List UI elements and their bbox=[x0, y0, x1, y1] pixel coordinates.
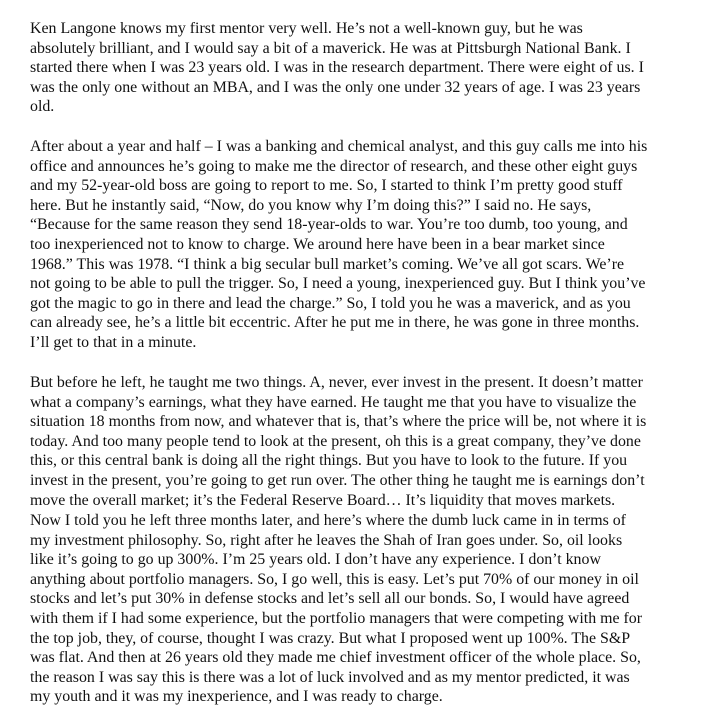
paragraph-1 bbox=[30, 19, 675, 117]
text-line: absolutely brilliant, and I would say a bit of a maverick. He was at Pittsburgh National Bank. I bbox=[30, 39, 631, 57]
text-line: I’ll get to that in a minute. bbox=[30, 333, 197, 351]
text-line: was flat. And then at 26 years old they made me chief investment officer of the whole place. So, bbox=[30, 649, 641, 667]
text-line: invest in the present, you’re going to get run over. The other thing he taught me is earnings don’t bbox=[30, 471, 645, 489]
text-line: old. bbox=[30, 98, 55, 116]
text-line: started there when I was 23 years old. I was in the research department. There were eight of us. I bbox=[30, 59, 644, 77]
text-line: After about a year and half – I was a banking and chemical analyst, and this guy calls me into his bbox=[30, 138, 648, 155]
text-line: was the only one without an MBA, and I was the only one under 32 years of age. I was 23 years bbox=[30, 78, 641, 96]
text-line: can already see, he’s a little bit eccentric. After he put me in there, he was gone in three months. bbox=[30, 314, 640, 332]
paragraph-4 bbox=[30, 511, 675, 707]
text-line: this, or this central bank is doing all the right things. But you have to look to the future. If you bbox=[30, 452, 628, 470]
text-line: what a company’s earnings, what they have earned. He taught me that you have to visualize the bbox=[30, 393, 637, 411]
text-line: move the overall market; it’s the Federal Reserve Board… It’s liquidity that moves markets. bbox=[30, 491, 616, 509]
text-line: the reason I was say this is there was a lot of luck involved and as my mentor predicted, it was bbox=[30, 668, 630, 686]
paragraph-2 bbox=[30, 137, 675, 353]
text-line: today. And too many people tend to look at the present, oh this is a great company, they’ve done bbox=[30, 432, 641, 450]
text-line: stocks and let’s put 30% in defense stocks and let’s sell all our bonds. So, I would have agreed bbox=[30, 590, 630, 608]
text-line: “Because for the same reason they send 18-year-olds to war. You’re too dumb, too young, and bbox=[30, 216, 628, 234]
text-line: not going to be able to pull the trigger. So, I need a young, inexperienced guy. But I think you’ve bbox=[30, 275, 646, 293]
text-line: the top job, they, of course, thought I was crazy. But what I proposed went up 100%. The S&P bbox=[30, 629, 631, 647]
text-line: like it’s going to go up 300%. I’m 25 years old. I don’t have any experience. I don’t know bbox=[30, 551, 601, 569]
text-line: anything about portfolio managers. So, I go well, this is easy. Let’s put 70% of our money in oil bbox=[30, 570, 639, 588]
text-line: and my 52-year-old boss are going to report to me. So, I started to think I’m pretty good stuff bbox=[30, 177, 623, 195]
text-line: office and announces he’s going to make me the director of research, and these other eight guys bbox=[30, 157, 638, 175]
text-line: got the magic to go in there and lead the charge.” So, I told you he was a maverick, and as you bbox=[30, 294, 631, 312]
text-line: with them if I had some experience, but the portfolio managers that were competing with me for bbox=[30, 609, 643, 627]
text-line: situation 18 months from now, and whatever that is, that’s where the price will be, not where it is bbox=[30, 413, 647, 431]
text-line: Ken Langone knows my first mentor very well. He’s not a well-known guy, but he was bbox=[30, 20, 583, 37]
paragraph-3 bbox=[30, 373, 675, 510]
text-line: But before he left, he taught me two things. A, never, ever invest in the present. It doesn’t matter bbox=[30, 374, 643, 391]
text-line: here. But he instantly said, “Now, do you know why I’m doing this?” I said no. He says, bbox=[30, 196, 592, 214]
text-line: 1968.” This was 1978. “I think a big secular bull market’s coming. We’ve all got scars. We’re bbox=[30, 255, 625, 273]
text-line: too inexperienced not to know to charge. We around here have been in a bear market since bbox=[30, 235, 605, 253]
text-line: my youth and it was my inexperience, and I was ready to charge. bbox=[30, 688, 443, 706]
text-line: Now I told you he left three months later, and here’s where the dumb luck came in in terms of bbox=[30, 512, 626, 529]
text-line: my investment philosophy. So, right after he leaves the Shah of Iran goes under. So, oil looks bbox=[30, 531, 623, 549]
